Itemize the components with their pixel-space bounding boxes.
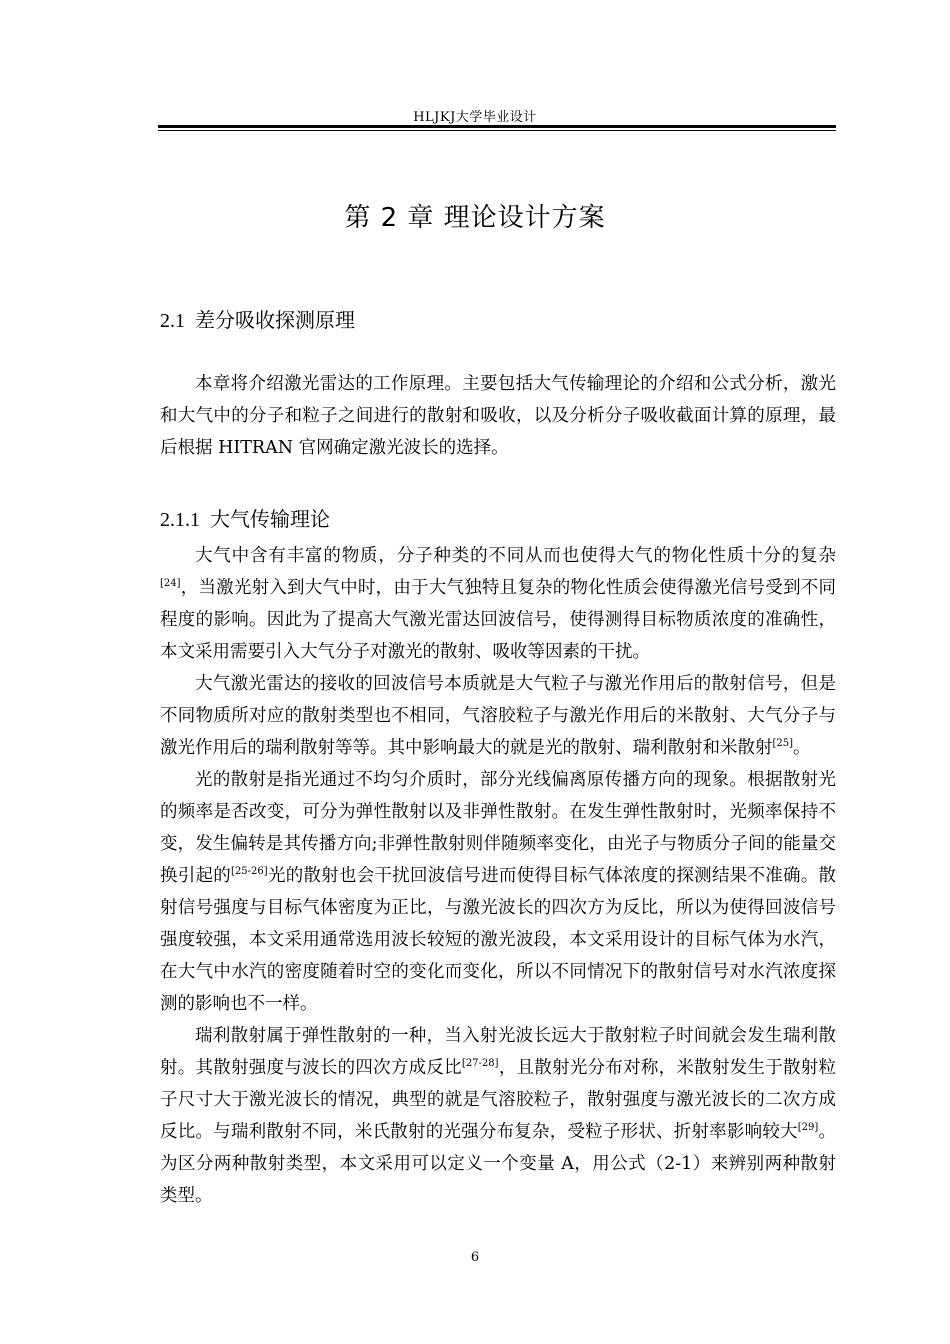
page-number: 6 (470, 1250, 480, 1265)
section-intro (160, 368, 836, 464)
citation-27-28: [27-28] (461, 1058, 499, 1069)
intro-paragraph: 本章将介绍激光雷达的工作原理。主要包括大气传输理论的介绍和公式分析，激光和大气中的分子和粒子之间进行的散射和吸收，以及分析分子吸收截面计算的原理，最后根据 HITRAN 官网确定激光波长的选择。 (160, 374, 836, 458)
chapter-title: 第 2 章 理论设计方案 (344, 203, 606, 233)
running-header: HLJKJ大学毕业设计 (413, 110, 537, 125)
paragraph-1 (160, 540, 836, 668)
paragraph-4 (160, 1020, 836, 1212)
section-number: 2.1 (160, 310, 185, 332)
paragraph-2-text-a: 大气激光雷达的接收的回波信号本质就是大气粒子与激光作用后的散射信号，但是不同物质所对应的散射类型也不相同，气溶胶粒子与激光作用后的米散射、大气分子与激光作用后的瑞利散射等等。其中影响最大的就是光的散射、瑞利散射和米散射 (160, 674, 836, 758)
citation-29: [29] (797, 1122, 819, 1133)
subsection-body (160, 540, 836, 1212)
subsection-heading-2-1-1 (160, 503, 330, 532)
paragraph-3-text-a: 光的散射是指光通过不均匀介质时，部分光线偏离原传播方向的现象。根据散射光的频率是否改变，可分为弹性散射以及非弹性散射。在发生弹性散射时，光频率保持不变，发生偏转是其传播方向;非弹性散射则伴随频率变化，由光子与物质分子间的能量交换引起的 (160, 770, 836, 886)
paragraph-4-text-c: 。为区分两种散射类型，本文采用可以定义一个变量 A，用公式（2-1）来辨别两种散射类型。 (160, 1122, 837, 1206)
paragraph-1-text-a: 大气中含有丰富的物质，分子种类的不同从而也使得大气的物化性质十分的复杂 (195, 546, 836, 566)
paragraph-3-text-b: 光的散射也会干扰回波信号进而使得目标气体浓度的探测结果不准确。散射信号强度与目标气体密度为正比，与激光波长的四次方为反比，所以为使得回波信号强度较强，本文采用通常选用波长较短的激光波段，本文采用设计的目标气体为水汽，在大气中水汽的密度随着时空的变化而变化，所以不同情况下的散射信号对水汽浓度探测的影响也不一样。 (160, 866, 837, 1014)
section-title: 差分吸收探测原理 (195, 308, 355, 332)
header-rule-thin (158, 130, 836, 131)
paragraph-3 (160, 764, 836, 1020)
citation-25-26: [25-26] (231, 866, 268, 877)
subsection-title: 大气传输理论 (210, 507, 330, 531)
paragraph-4-text-b: ，且散射光分布对称，米散射发生于散射粒子尺寸大于激光波长的情况，典型的就是气溶胶粒子，散射强度与激光波长的二次方成反比。与瑞利散射不同，米氏散射的光强分布复杂，受粒子形状、折射率影响较大 (160, 1058, 837, 1142)
paragraph-4-text-a: 瑞利散射属于弹性散射的一种，当入射光波长远大于散射粒子时间就会发生瑞利散射。其散射强度与波长的四次方成反比 (160, 1026, 836, 1078)
paragraph-2 (160, 668, 836, 764)
citation-25: [25] (772, 738, 794, 749)
subsection-number: 2.1.1 (160, 509, 200, 531)
paragraph-1-text-b: ，当激光射入到大气中时，由于大气独特且复杂的物化性质会使得激光信号受到不同程度的影响。因此为了提高大气激光雷达回波信号，使得测得目标物质浓度的准确性，本文采用需要引入大气分子对激光的散射、吸收等因素的干扰。 (160, 578, 836, 662)
section-heading-2-1 (160, 304, 355, 333)
citation-24: [24] (160, 578, 181, 589)
header-rule-thick (158, 125, 836, 128)
paragraph-2-text-b: 。 (793, 738, 811, 758)
